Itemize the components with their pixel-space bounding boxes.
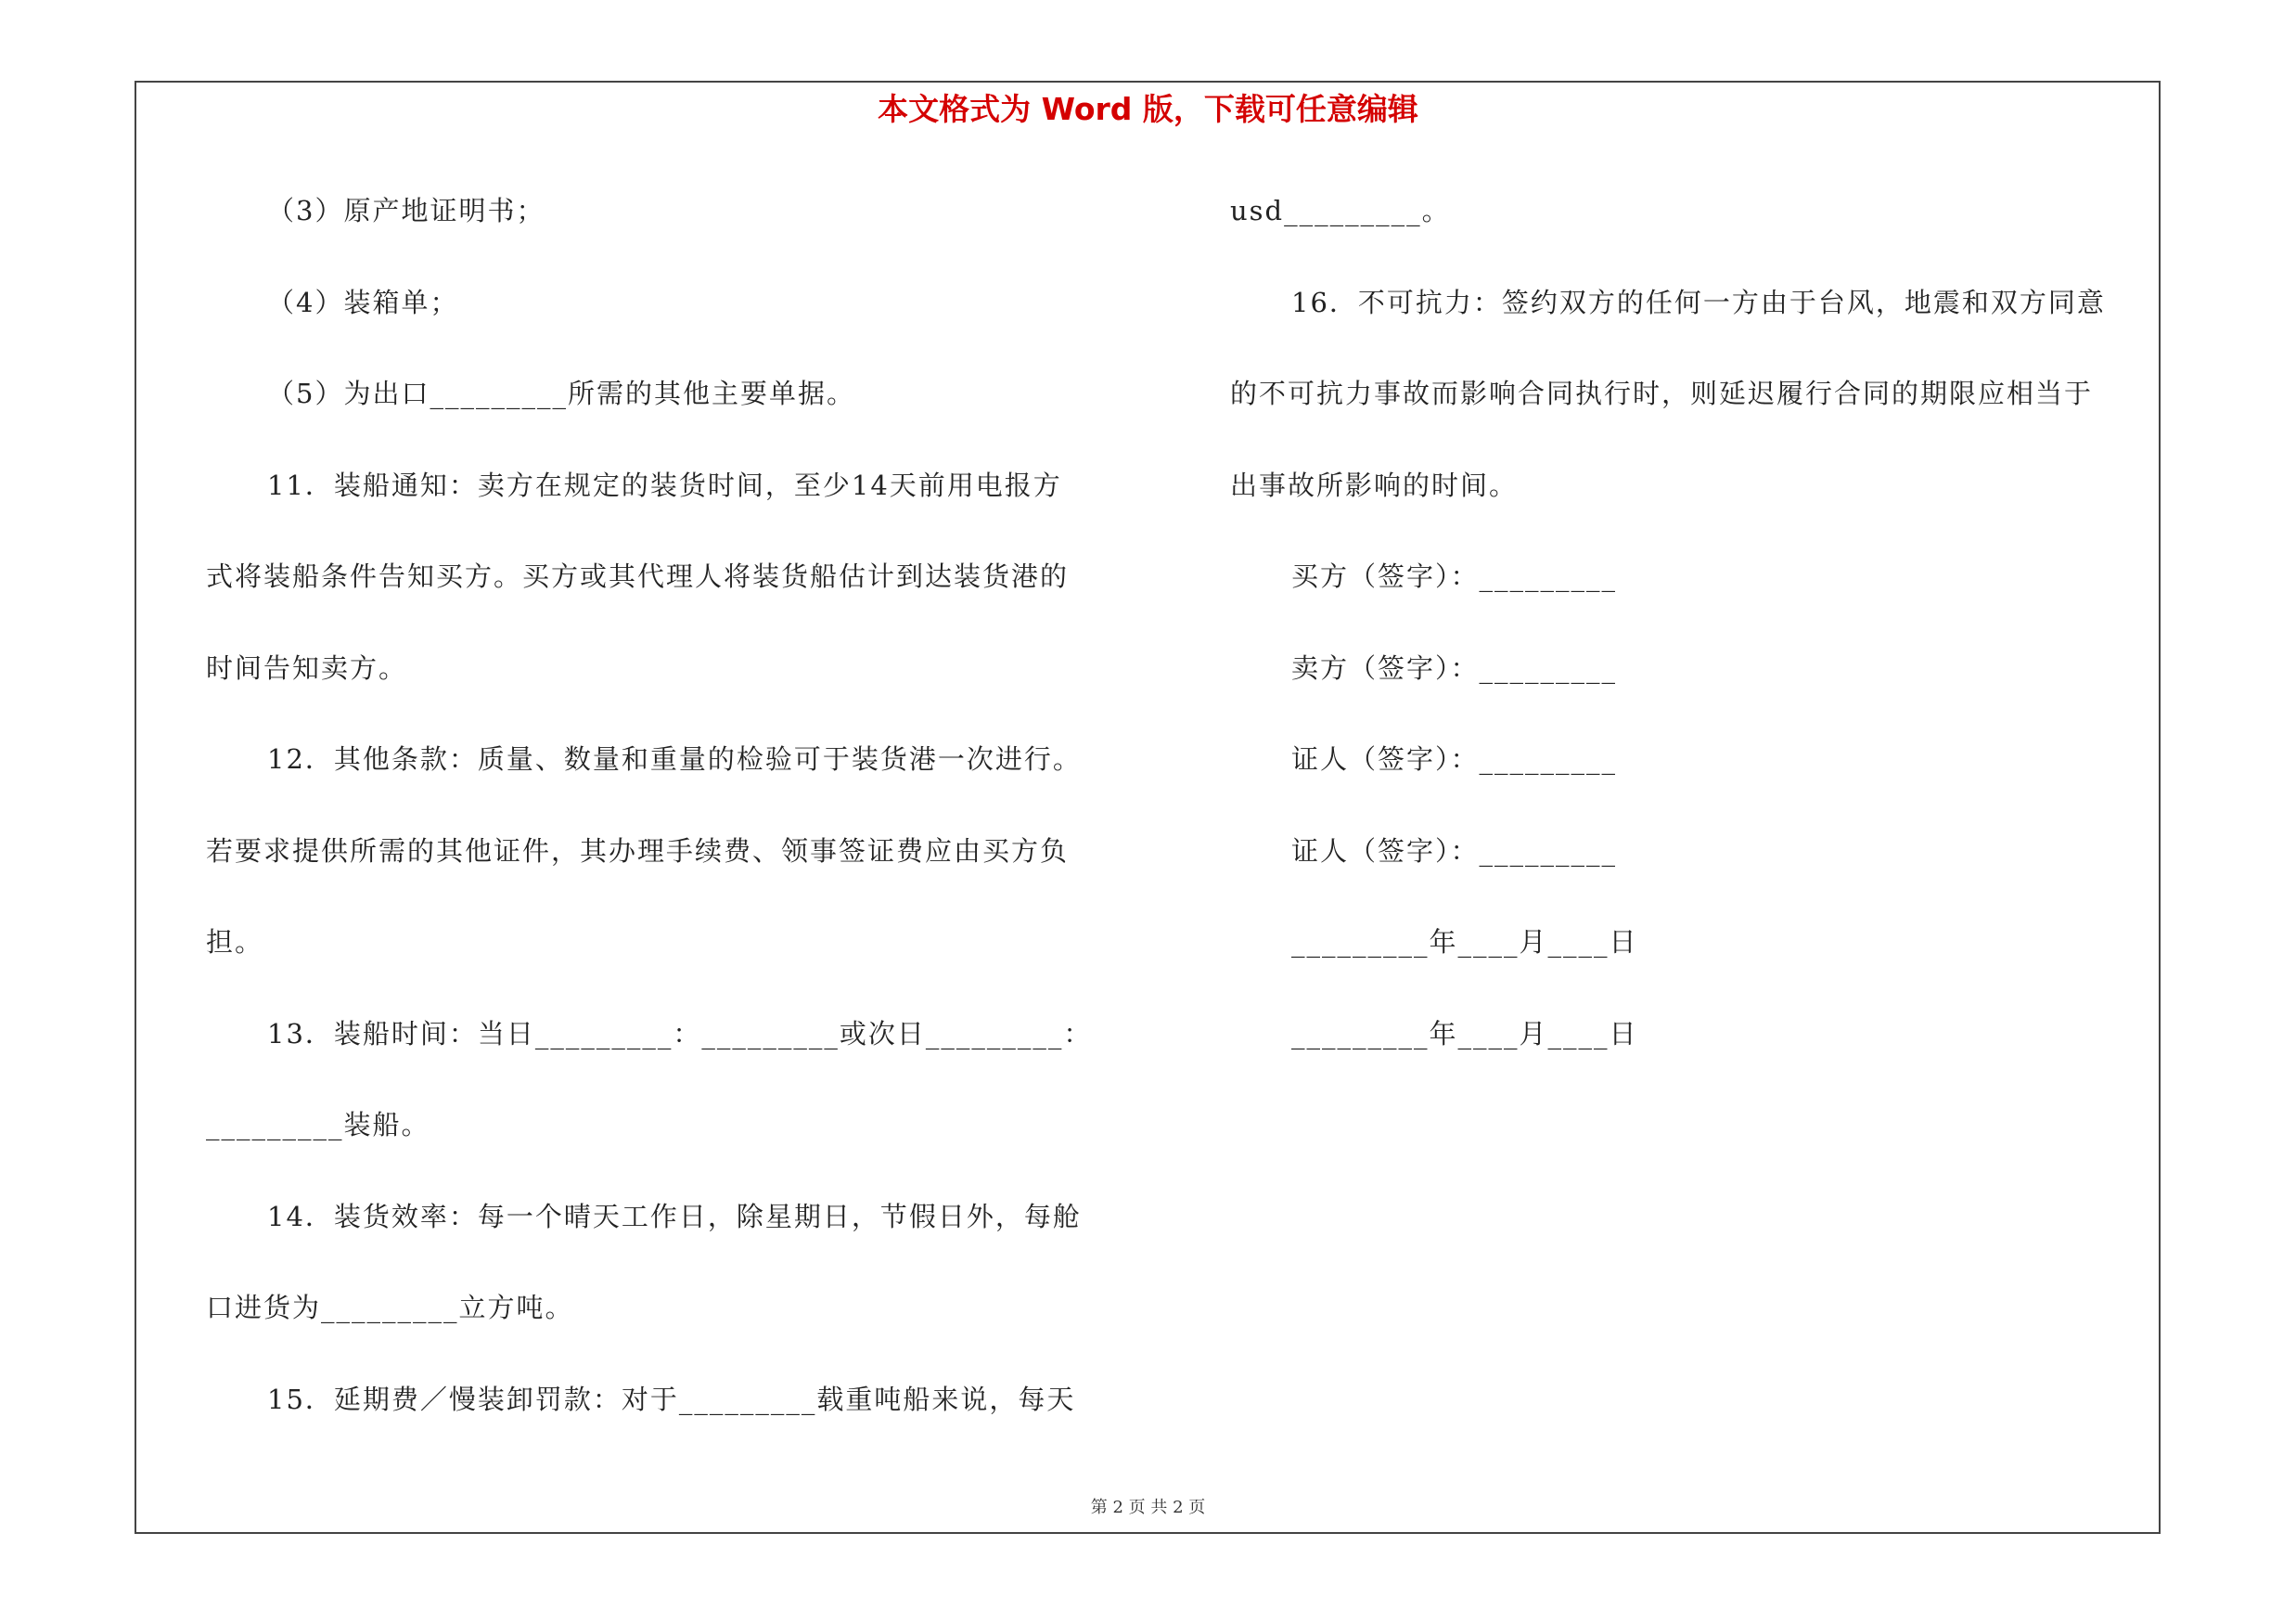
- right-line: 的不可抗力事故而影响合同执行时，则延迟履行合同的期限应相当于: [1230, 378, 2094, 409]
- left-line: 14．装货效率：每一个晴天工作日，除星期日，节假日外，每舱: [267, 1200, 1082, 1232]
- right-line: 16．不可抗力：签约双方的任何一方由于台风，地震和双方同意: [1291, 286, 2106, 318]
- left-line: 时间告知卖方。: [206, 651, 408, 684]
- left-line: 12．其他条款：质量、数量和重量的检验可于装货港一次进行。: [267, 743, 1082, 775]
- word-format-banner: 本文格式为 Word 版，下载可任意编辑: [878, 91, 1418, 127]
- left-line: 担。: [206, 926, 264, 958]
- left-line: 13．装船时间：当日_________：_________或次日_________：: [267, 1017, 1093, 1050]
- signature-line-buyer: 买方（签字）：_________: [1291, 560, 1618, 592]
- page-number-footer: 第 2 页 共 2 页: [1090, 1498, 1206, 1517]
- right-column: [1230, 182, 2158, 1096]
- signature-line-seller: 卖方（签字）：_________: [1291, 651, 1618, 684]
- left-line: （5）为出口_________所需的其他主要单据。: [267, 378, 855, 409]
- left-line: （4）装箱单；: [267, 286, 459, 318]
- date-line: _________年____月____日: [1291, 926, 1638, 958]
- left-line: _________装船。: [206, 1109, 430, 1140]
- right-line: usd_________。: [1230, 195, 1451, 226]
- left-line: 口进货为_________立方吨。: [206, 1292, 574, 1323]
- left-line: 若要求提供所需的其他证件，其办理手续费、领事签证费应由买方负: [206, 834, 1070, 867]
- signature-line-witness: 证人（签字）：_________: [1291, 743, 1618, 775]
- right-line: 出事故所影响的时间。: [1230, 469, 1519, 501]
- left-column: [206, 182, 1143, 1462]
- left-line: 11．装船通知：卖方在规定的装货时间，至少14天前用电报方: [267, 469, 1062, 501]
- signature-line-witness: 证人（签字）：_________: [1291, 834, 1618, 867]
- left-line: （3）原产地证明书；: [267, 195, 545, 226]
- left-line: 15．延期费／慢装卸罚款：对于_________载重吨船来说，每天: [267, 1383, 1076, 1415]
- date-line: _________年____月____日: [1291, 1017, 1638, 1050]
- left-line: 式将装船条件告知买方。买方或其代理人将装货船估计到达装货港的: [206, 560, 1070, 592]
